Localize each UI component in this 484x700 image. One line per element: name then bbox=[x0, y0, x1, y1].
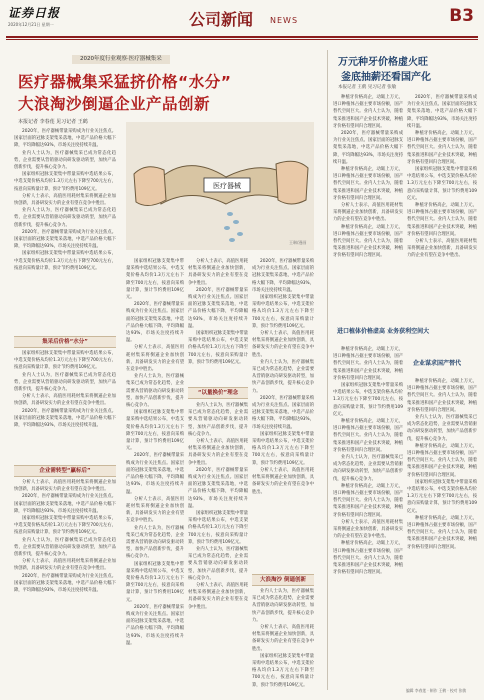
paragraph: 业内人士认为，医疗器械集采已成为常态化趋势，企业需要从营销驱动向研发驱动转型，加快产品创新步伐，提升核心竞争力。 bbox=[14, 208, 116, 228]
paragraph: 国家组织冠脉支架集中带量采购中选结果公布，中选支架价格从均价1.3万元左右下降至700元左右，按意向采购量计算，预计节约费用109亿元。 bbox=[126, 259, 184, 301]
paragraph: 国家组织冠脉支架集中带量采购中选结果公布，中选支架价格从均价1.3万元左右下降至700元左右，按意向采购量计算，预计节约费用109亿元。 bbox=[126, 410, 184, 452]
lead-byline: 本报记者 李春莲 见习记者 王鹤 bbox=[18, 119, 88, 125]
paragraph: 业内人士认为，医疗器械集采已成为常态化趋势，企业需要从营销驱动向研发驱动转型，加快产品创新步伐，提升核心竞争力。 bbox=[407, 415, 477, 442]
issue-date: 2020年12月21日 星期一 bbox=[8, 22, 54, 27]
paragraph: 业内人士认为，医疗器械集采已成为常态化趋势，企业需要从营销驱动向研发驱动转型，加快产品创新步伐，提升核心竞争力。 bbox=[14, 150, 116, 171]
paragraph: 国家组织冠脉支架集中带量采购中选结果公布，中选支架价格从均价1.3万元左右下降至700元左右，按意向采购量计算，预计节约费用109亿元。 bbox=[333, 383, 403, 417]
section-title: 公司新闻 bbox=[189, 10, 254, 29]
paragraph: 国家组织冠脉支架集中带量采购中选结果公布，中选支架价格从均价1.3万元左右下降至700元左右，按意向采购量计算，预计节约费用109亿元。 bbox=[407, 479, 477, 514]
paragraph: 国家组织冠脉支架集中带量采购中选结果公布，中选支架价格从均价1.3万元左右下降至700元左右，按意向采购量计算，预计节约费用109亿元。 bbox=[188, 511, 248, 545]
paragraph: 种植牙价格高企，动辄上万元，进口种植体占据主要市场份额，国产替代空间巨大。业内人士认为，随着集采推进和国产企业技术突破，种植牙价格有望回归合理区间。 bbox=[333, 483, 403, 518]
right-body-col2 bbox=[407, 94, 477, 352]
lead-body-col1-bottom bbox=[14, 479, 116, 689]
paragraph: 国家组织冠脉支架集中带量采购中选结果公布，中选支架价格从均价1.3万元左右下降至700元左右，按意向采购量计算，预计节约费用109亿元。 bbox=[14, 251, 116, 271]
paragraph: 国家组织冠脉支架集中带量采购中选结果公布，中选支架价格从均价1.3万元左右下降至700元左右，按意向采购量计算，预计节约费用109亿元。 bbox=[14, 172, 116, 192]
paragraph: 分析人士表示，高值医用耗材集采将倒逼企业加快创新，具备研发实力的企业有望在竞争中胜出。 bbox=[126, 496, 184, 524]
paragraph: 2020年，医疗器械带量采购成为行业关注焦点。国家层面的冠脉支架集采落地，中选产品价格大幅下降，平均降幅达93%，市场关注度持续升温。 bbox=[126, 302, 184, 344]
image-credit: 王琳/漫画 bbox=[289, 240, 307, 245]
right-article-title-line1: 万元种牙价格虚火旺 bbox=[338, 57, 428, 68]
paragraph: 业内人士认为，医疗器械集采已成为常态化趋势，企业需要从营销驱动向研发驱动转型，加快产品创新步伐，提升核心竞争力。 bbox=[188, 547, 248, 581]
paragraph: 业内人士认为，医疗器械集采已成为常态化趋势，企业需要从营销驱动向研发驱动转型，加快产品创新步伐，提升核心竞争力。 bbox=[126, 525, 184, 560]
masthead-rule-thin bbox=[6, 39, 478, 40]
newspaper-logo: 证券日报 bbox=[8, 6, 61, 20]
paragraph: 2020年，医疗器械带量采购成为行业关注焦点。国家层面的冠脉支架集采落地，中选产品价格大幅下降，平均降幅达93%，市场关注度持续升温。 bbox=[333, 131, 403, 165]
paragraph: 分析人士表示，高值医用耗材集采将倒逼企业加快创新，具备研发实力的企业有望在竞争中胜出。 bbox=[14, 394, 116, 407]
right-subhead-domestic: 企业谋求国产替代 bbox=[413, 360, 462, 367]
lead-body-col4-bottom bbox=[252, 588, 314, 688]
paragraph: 国家组织冠脉支架集中带量采购中选结果公布，中选支架价格从均价1.3万元左右下降至700元左右，按意向采购量计算，预计节约费用109亿元。 bbox=[14, 516, 116, 536]
masthead bbox=[0, 0, 484, 44]
right-body-col1 bbox=[333, 94, 403, 320]
paragraph: 国家组织冠脉支架集中带量采购中选结果公布，中选支架价格从均价1.3万元左右下降至700元左右，按意向采购量计算，预计节约费用109亿元。 bbox=[126, 561, 184, 603]
lead-body-col2 bbox=[126, 258, 184, 688]
lead-body-col3-bottom bbox=[188, 402, 248, 688]
paragraph: 国家组织冠脉支架集中带量采购中选结果公布，中选支架价格从均价1.3万元左右下降至700元左右，按意向采购量计算，预计节约费用109亿元。 bbox=[407, 167, 477, 201]
paragraph: 分析人士表示，高值医用耗材集采将倒逼企业加快创新，具备研发实力的企业有望在竞争中胜出。 bbox=[126, 345, 184, 373]
paragraph: 分析人士表示，高值医用耗材集采将倒逼企业加快创新，具备研发实力的企业有望在竞争中胜出。 bbox=[14, 480, 116, 493]
paragraph: 2020年，医疗器械带量采购成为行业关注焦点。国家层面的冠脉支架集采落地，中选产品价格大幅下降，平均降幅达93%，市场关注度持续升温。 bbox=[14, 229, 116, 250]
paragraph: 种植牙价格高企，动辄上万元，进口种植体占据主要市场份额，国产替代空间巨大。业内人士认为，随着集采推进和国产企业技术突破，种植牙价格有望回归合理区间。 bbox=[407, 203, 477, 237]
lead-body-col1-lower bbox=[14, 350, 116, 460]
paragraph: 种植牙价格高企，动辄上万元，进口种植体占据主要市场份额，国产替代空间巨大。业内人士认为，随着集采推进和国产企业技术突破，种植牙价格有望回归合理区间。 bbox=[333, 95, 403, 129]
paragraph: 业内人士认为，医疗器械集采已成为常态化趋势，企业需要从营销驱动向研发驱动转型，加快产品创新步伐，提升核心竞争力。 bbox=[126, 374, 184, 409]
figure-label: 医疗器械 bbox=[213, 182, 241, 190]
section-title-en: NEWS bbox=[270, 16, 299, 25]
paragraph: 种植牙价格高企，动辄上万元，进口种植体占据主要市场份额，国产替代空间巨大。业内人士认为，随着集采推进和国产企业技术突破，种植牙价格有望回归合理区间。 bbox=[333, 541, 403, 576]
lead-kicker: 2020年度行业观察·医疗器械集采 bbox=[72, 55, 170, 64]
paragraph: 国家组织冠脉支架集中带量采购中选结果公布，中选支架价格从均价1.3万元左右下降至700元左右，按意向采购量计算，预计节约费用109亿元。 bbox=[188, 331, 248, 365]
lead-body-col1 bbox=[14, 128, 116, 328]
paragraph: 种植牙价格高企，动辄上万元，进口种植体占据主要市场份额，国产替代空间巨大。业内人士认为，随着集采推进和国产企业技术突破，种植牙价格有望回归合理区间。 bbox=[333, 419, 403, 453]
paragraph: 分析人士表示，高值医用耗材集采将倒逼企业加快创新，具备研发实力的企业有望在竞争中胜出。 bbox=[333, 519, 403, 540]
paragraph: 国家组织冠脉支架集中带量采购中选结果公布，中选支架价格从均价1.3万元左右下降至700元左右，按意向采购量计算，预计节约费用109亿元。 bbox=[252, 653, 314, 688]
lead-headline-line1: 医疗器械集采猛挤价格“水分” bbox=[18, 73, 232, 91]
paragraph: 业内人士认为，医疗器械集采已成为常态化趋势，企业需要从营销驱动向研发驱动转型，加快产品创新步伐，提升核心竞争力。 bbox=[14, 537, 116, 558]
paragraph: 分析人士表示，高值医用耗材集采将倒逼企业加快创新，具备研发实力的企业有望在竞争中胜出。 bbox=[188, 583, 248, 610]
right-body-col2-lower bbox=[407, 378, 477, 678]
paragraph: 2020年，医疗器械带量采购成为行业关注焦点。国家层面的冠脉支架集采落地，中选产品价格大幅下降，平均降幅达93%，市场关注度持续升温。 bbox=[126, 453, 184, 495]
paragraph: 种植牙价格高企，动辄上万元，进口种植体占据主要市场份额，国产替代空间巨大。业内人士认为，随着集采推进和国产企业技术突破，种植牙价格有望回归合理区间。 bbox=[333, 167, 403, 201]
right-article-title-line2: 釜底抽薪还看国产化 bbox=[341, 72, 431, 83]
lead-body-col4 bbox=[252, 258, 314, 570]
paragraph: 业内人士认为，医疗器械集采已成为常态化趋势，企业需要从营销驱动向研发驱动转型，加快产品创新步伐，提升核心竞争力。 bbox=[252, 589, 314, 623]
paragraph: 分析人士表示，高值医用耗材集采将倒逼企业加快创新，具备研发实力的企业有望在竞争中胜出。 bbox=[14, 559, 116, 572]
paragraph: 业内人士认为，医疗器械集采已成为常态化趋势，企业需要从营销驱动向研发驱动转型，加快产品创新步伐，提升核心竞争力。 bbox=[14, 372, 116, 393]
paragraph: 分析人士表示，高值医用耗材集采将倒逼企业加快创新，具备研发实力的企业有望在竞争中胜出。 bbox=[188, 439, 248, 466]
lead-headline-line2: 大浪淘沙倒逼企业产品创新 bbox=[18, 95, 211, 113]
right-body-col1-lower bbox=[333, 346, 403, 666]
paragraph: 分析人士表示，高值医用耗材集采将倒逼企业加快创新，具备研发实力的企业有望在竞争中胜出。 bbox=[333, 203, 403, 223]
right-subhead-import: 进口植体价格虚高 业务获利空间大 bbox=[337, 328, 430, 335]
paragraph: 2020年，医疗器械带量采购成为行业关注焦点。国家层面的冠脉支架集采落地，中选产品价格大幅下降，平均降幅达93%，市场关注度持续升温。 bbox=[14, 573, 116, 594]
paragraph: 2020年，医疗器械带量采购成为行业关注焦点。国家层面的冠脉支架集采落地，中选产品价格大幅下降，平均降幅达93%，市场关注度持续升温。 bbox=[407, 95, 477, 129]
paragraph: 分析人士表示，高值医用耗材集采将倒逼企业加快创新，具备研发实力的企业有望在竞争中胜出。 bbox=[407, 239, 477, 259]
paragraph: 国家组织冠脉支架集中带量采购中选结果公布，中选支架价格从均价1.3万元左右下降至700元左右，按意向采购量计算，预计节约费用109亿元。 bbox=[252, 431, 314, 466]
paragraph: 2020年，医疗器械带量采购成为行业关注焦点。国家层面的冠脉支架集采落地，中选产品价格大幅下降，平均降幅达93%，市场关注度持续升温。 bbox=[252, 395, 314, 430]
lead-body-col3-top bbox=[188, 258, 248, 382]
page-footer: 编辑 李春莲 · 制作 王鹤 · 校对 张敏 bbox=[406, 688, 467, 693]
paragraph: 种植牙价格高企，动辄上万元，进口种植体占据主要市场份额，国产替代空间巨大。业内人士认为，随着集采推进和国产企业技术突破，种植牙价格有望回归合理区间。 bbox=[407, 379, 477, 413]
subhead-innovation: 大浪淘沙 倒逼创新 bbox=[252, 574, 314, 586]
paragraph: 业内人士认为，医疗器械集采已成为常态化趋势，企业需要从营销驱动向研发驱动转型，加快产品创新步伐，提升核心竞争力。 bbox=[333, 455, 403, 482]
subhead-transform: 企业需转型“赢标后” bbox=[14, 465, 116, 477]
paragraph: 分析人士表示，高值医用耗材集采将倒逼企业加快创新，具备研发实力的企业有望在竞争中胜出。 bbox=[252, 625, 314, 652]
paragraph: 业内人士认为，医疗器械集采已成为常态化趋势，企业需要从营销驱动向研发驱动转型，加快产品创新步伐，提升核心竞争力。 bbox=[188, 403, 248, 437]
masthead-rule bbox=[6, 36, 478, 38]
paragraph: 业内人士认为，医疗器械集采已成为常态化趋势，企业需要从营销驱动向研发驱动转型，加快产品创新步伐，提升核心竞争力。 bbox=[252, 359, 314, 394]
paragraph: 分析人士表示，高值医用耗材集采将倒逼企业加快创新，具备研发实力的企业有望在竞争中胜出。 bbox=[252, 331, 314, 358]
paragraph: 2020年，医疗器械带量采购成为行业关注焦点。国家层面的冠脉支架集采落地，中选产品价格大幅下降，平均降幅达93%，市场关注度持续升温。 bbox=[14, 408, 116, 429]
right-article-byline: 本报记者 王鹤 见习记者 张敏 bbox=[338, 85, 397, 90]
page-number: B3 bbox=[449, 6, 474, 26]
paragraph: 种植牙价格高企，动辄上万元，进口种植体占据主要市场份额，国产替代空间巨大。业内人士认为，随着集采推进和国产企业技术突破，种植牙价格有望回归合理区间。 bbox=[407, 131, 477, 165]
subhead-volume-price: “以量换价”理念 bbox=[188, 387, 248, 399]
paragraph: 2020年，医疗器械带量采购成为行业关注焦点。国家层面的冠脉支架集采落地，中选产品价格大幅下降，平均降幅达93%，市场关注度持续升温。 bbox=[188, 467, 248, 509]
paragraph: 国家组织冠脉支架集中带量采购中选结果公布，中选支架价格从均价1.3万元左右下降至700元左右，按意向采购量计算，预计节约费用109亿元。 bbox=[252, 295, 314, 329]
paragraph: 2020年，医疗器械带量采购成为行业关注焦点。国家层面的冠脉支架集采落地，中选产品价格大幅下降，平均降幅达93%，市场关注度持续升温。 bbox=[252, 259, 314, 293]
subhead-price-water: 集采后价格“水分” bbox=[14, 336, 116, 348]
paragraph: 分析人士表示，高值医用耗材集采将倒逼企业加快创新，具备研发实力的企业有望在竞争中胜出。 bbox=[188, 259, 248, 286]
paragraph: 种植牙价格高企，动辄上万元，进口种植体占据主要市场份额，国产替代空间巨大。业内人士认为，随着集采推进和国产企业技术突破，种植牙价格有望回归合理区间。 bbox=[333, 347, 403, 381]
paragraph: 分析人士表示，高值医用耗材集采将倒逼企业加快创新，具备研发实力的企业有望在竞争中胜出。 bbox=[14, 193, 116, 207]
paragraph: 种植牙价格高企，动辄上万元，进口种植体占据主要市场份额，国产替代空间巨大。业内人士认为，随着集采推进和国产企业技术突破，种植牙价格有望回归合理区间。 bbox=[333, 224, 403, 259]
paragraph: 2020年，医疗器械带量采购成为行业关注焦点。国家层面的冠脉支架集采落地，中选产品价格大幅下降，平均降幅达93%，市场关注度持续升温。 bbox=[188, 287, 248, 329]
paragraph: 种植牙价格高企，动辄上万元，进口种植体占据主要市场份额，国产替代空间巨大。业内人士认为，随着集采推进和国产企业技术突破，种植牙价格有望回归合理区间。 bbox=[407, 515, 477, 550]
money-squeeze-cartoon bbox=[126, 122, 314, 250]
paragraph: 国家组织冠脉支架集中带量采购中选结果公布，中选支架价格从均价1.3万元左右下降至700元左右，按意向采购量计算，预计节约费用109亿元。 bbox=[14, 351, 116, 371]
paragraph: 分析人士表示，高值医用耗材集采将倒逼企业加快创新，具备研发实力的企业有望在竞争中胜出。 bbox=[252, 467, 314, 495]
column-divider bbox=[327, 50, 328, 690]
paragraph: 2020年，医疗器械带量采购成为行业关注焦点。国家层面的冠脉支架集采落地，中选产品价格大幅下降，平均降幅达93%，市场关注度持续升温。 bbox=[126, 604, 184, 646]
paragraph: 2020年，医疗器械带量采购成为行业关注焦点。国家层面的冠脉支架集采落地，中选产品价格大幅下降，平均降幅达93%，市场关注度持续升温。 bbox=[14, 129, 116, 149]
paragraph: 2020年，医疗器械带量采购成为行业关注焦点。国家层面的冠脉支架集采落地，中选产品价格大幅下降，平均降幅达93%，市场关注度持续升温。 bbox=[14, 494, 116, 514]
paragraph: 种植牙价格高企，动辄上万元，进口种植体占据主要市场份额，国产替代空间巨大。业内人士认为，随着集采推进和国产企业技术突破，种植牙价格有望回归合理区间。 bbox=[407, 443, 477, 478]
lead-illustration bbox=[126, 122, 314, 250]
